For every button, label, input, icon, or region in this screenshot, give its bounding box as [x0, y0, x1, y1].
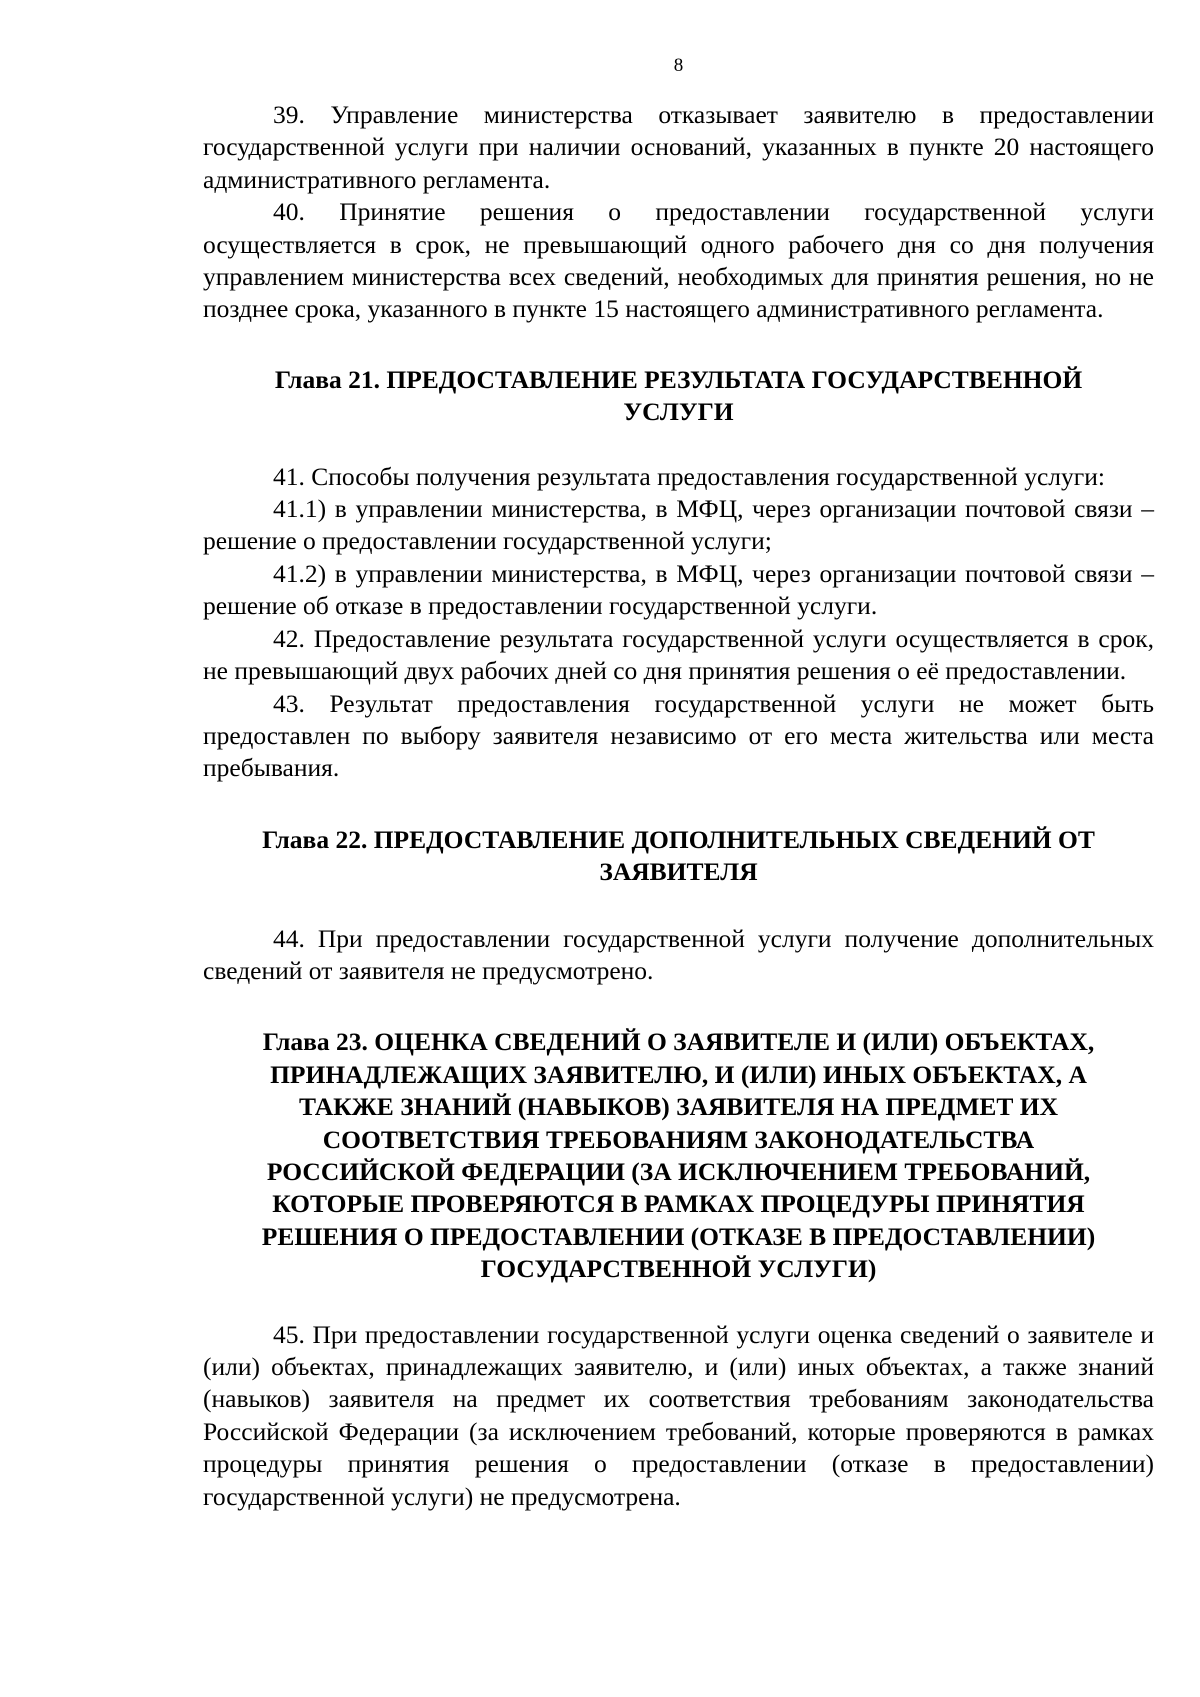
paragraph-39: 39. Управление министерства отказывает заявителю в предоставлении государственной услуги при наличии оснований, указанных в пункте 20 настоящего административного регламента.: [203, 100, 1154, 194]
paragraph-41: 41. Способы получения результата предоставления государственной услуги:: [273, 461, 1105, 491]
paragraph-45: 45. При предоставлении государственной услуги оценка сведений о заявителе и (или) объектах, принадлежащих заявителю, и (или) иных объектах, а также знаний (навыков) заявителя на предмет их соответствия требованиям законодательства Российской Федерации (за исключением требований, которые проверяются в рамках процедуры принятия решения о предоставлении (отказе в предоставлении) государственной услуги) не предусмотрена.: [203, 1319, 1154, 1511]
paragraph-44: 44. При предоставлении государственной услуги получение дополнительных сведений от заявителя не предусмотрено.: [203, 923, 1154, 985]
paragraph-40: 40. Принятие решения о предоставлении государственной услуги осуществляется в срок, не превышающий одного рабочего дня со дня получения управлением министерства всех сведений, необходимых для принятия решения, но не позднее срока, указанного в пункте 15 настоящего административного регламента.: [203, 197, 1154, 324]
paragraph-41-1: 41.1) в управлении министерства, в МФЦ, через организации почтовой связи – решение о предоставлении государственной услуги;: [203, 494, 1154, 556]
chapter-23-heading: Глава 23. ОЦЕНКА СВЕДЕНИЙ О ЗАЯВИТЕЛЕ И (ИЛИ) ОБЪЕКТАХ, ПРИНАДЛЕЖАЩИХ ЗАЯВИТЕЛЮ, И (ИЛИ) ИНЫХ ОБЪЕКТАХ, А ТАКЖЕ ЗНАНИЙ (НАВЫКОВ) ЗАЯВИТЕЛЯ НА ПРЕДМЕТ ИХ СООТВЕТСТВИЯ ТРЕБОВАНИЯМ ЗАКОНОДАТЕЛЬСТВА РОССИЙСКОЙ ФЕДЕРАЦИИ (ЗА ИСКЛЮЧЕНИЕМ ТРЕБОВАНИЙ, КОТОРЫЕ ПРОВЕРЯЮТСЯ В РАМКАХ ПРОЦЕДУРЫ ПРИНЯТИЯ РЕШЕНИЯ О ПРЕДОСТАВЛЕНИИ (ОТКАЗЕ В ПРЕДОСТАВЛЕНИИ) ГОСУДАРСТВЕННОЙ УСЛУГИ): [261, 1027, 1096, 1284]
paragraph-41-2: 41.2) в управлении министерства, в МФЦ, через организации почтовой связи – решение об отказе в предоставлении государственной услуги.: [203, 558, 1154, 621]
chapter-22-heading: Глава 22. ПРЕДОСТАВЛЕНИЕ ДОПОЛНИТЕЛЬНЫХ СВЕДЕНИЙ ОТ ЗАЯВИТЕЛЯ: [262, 824, 1095, 887]
page-number: 8: [673, 55, 684, 76]
paragraph-43: 43. Результат предоставления государственной услуги не может быть предоставлен по выбору заявителя независимо от его места жительства или места пребывания.: [203, 688, 1154, 783]
paragraph-42: 42. Предоставление результата государственной услуги осуществляется в срок, не превышающий двух рабочих дней со дня принятия решения о её предоставлении.: [203, 623, 1154, 686]
chapter-21-heading: Глава 21. ПРЕДОСТАВЛЕНИЕ РЕЗУЛЬТАТА ГОСУДАРСТВЕННОЙ УСЛУГИ: [274, 364, 1083, 427]
